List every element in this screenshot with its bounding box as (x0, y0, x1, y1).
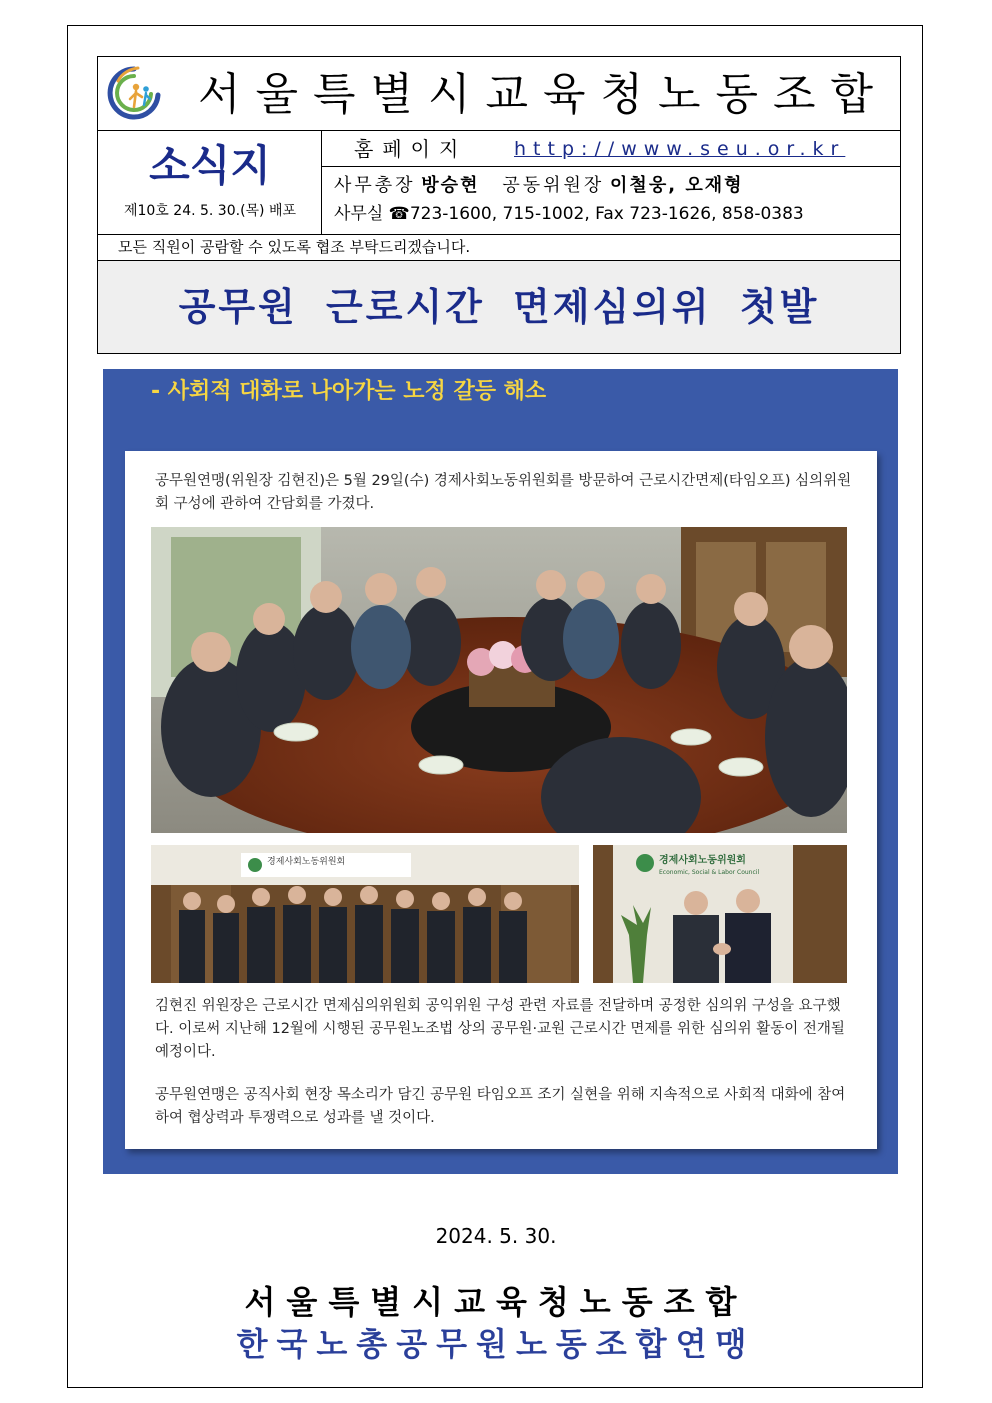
headline-row (98, 261, 900, 353)
article-paragraph-3: 공무원연맹은 공직사회 현장 목소리가 담긴 공무원 타임오프 조기 실현을 위해 지속적으로 사회적 대화에 참여하여 협상력과 투쟁력으로 성과를 낼 것이다. (155, 1087, 846, 1126)
article-paragraph-2: 김현진 위원장은 근로시간 면제심의위원회 공익위원 구성 관련 자료를 전달하며 공정한 심의위 구성을 요구했다. 이로써 지난해 12월에 시행된 공무원노조법 상의 공무원·교원 근로시간 면제를 위한 심의위 활동이 전개될 예정이다. (155, 998, 845, 1060)
footer-union-name: 서울특별시교육청노동조합 (244, 1283, 748, 1321)
newsletter-label: 소식지 (149, 141, 271, 190)
banner-text-right-en: Economic, Social & Labor Council (659, 869, 760, 876)
article-card (125, 451, 877, 1149)
secretary-label: 사무총장 (334, 175, 416, 196)
co-chair-names: 이철웅, 오재형 (610, 175, 744, 196)
office-contact: 사무실 ☎723-1600, 715-1002, Fax 723-1626, 858-0383 (334, 204, 804, 224)
banner-text-right: 경제사회노동위원회 (659, 855, 746, 866)
title-row (98, 57, 900, 131)
union-logo-icon (104, 63, 164, 123)
headline: 공무원 근로시간 면제심의위 첫발 (178, 285, 820, 329)
footer-federation-name: 한국노총공무원노동조합연맹 (236, 1325, 756, 1363)
union-title: 서울특별시교육청노동조합 (198, 69, 889, 120)
group-photo (151, 845, 579, 983)
homepage-row (322, 131, 900, 167)
co-chair-label: 공동위원장 (502, 175, 605, 196)
newsletter-header (97, 56, 901, 354)
section-title: - 사회적 대화로 나아가는 노정 갈등 해소 (151, 379, 547, 404)
issue-date: 2024. 5. 30. (435, 1224, 557, 1248)
secretary-name: 방승현 (421, 175, 480, 196)
article-paragraph-1: 공무원연맹(위원장 김현진)은 5월 29일(수) 경제사회노동위원회를 방문하여 근로시간면제(타임오프) 심의위원회 구성에 관하여 간담회를 가졌다. (155, 473, 852, 512)
notice-row (98, 235, 900, 261)
officers-line (334, 173, 743, 199)
handshake-photo (593, 845, 847, 983)
homepage-link[interactable]: http://www.seu.or.kr (514, 138, 846, 160)
notice-text: 모든 직원이 공람할 수 있도록 협조 부탁드리겠습니다. (118, 238, 471, 256)
issue-info: 제10호 24. 5. 30.(목) 배포 (123, 203, 297, 219)
homepage-label: 홈페이지 (354, 137, 468, 161)
meeting-photo (151, 527, 847, 833)
info-row (98, 131, 900, 235)
article-panel (103, 369, 898, 1174)
banner-text-left: 경제사회노동위원회 (267, 857, 346, 867)
newsletter-label-cell (98, 131, 322, 234)
